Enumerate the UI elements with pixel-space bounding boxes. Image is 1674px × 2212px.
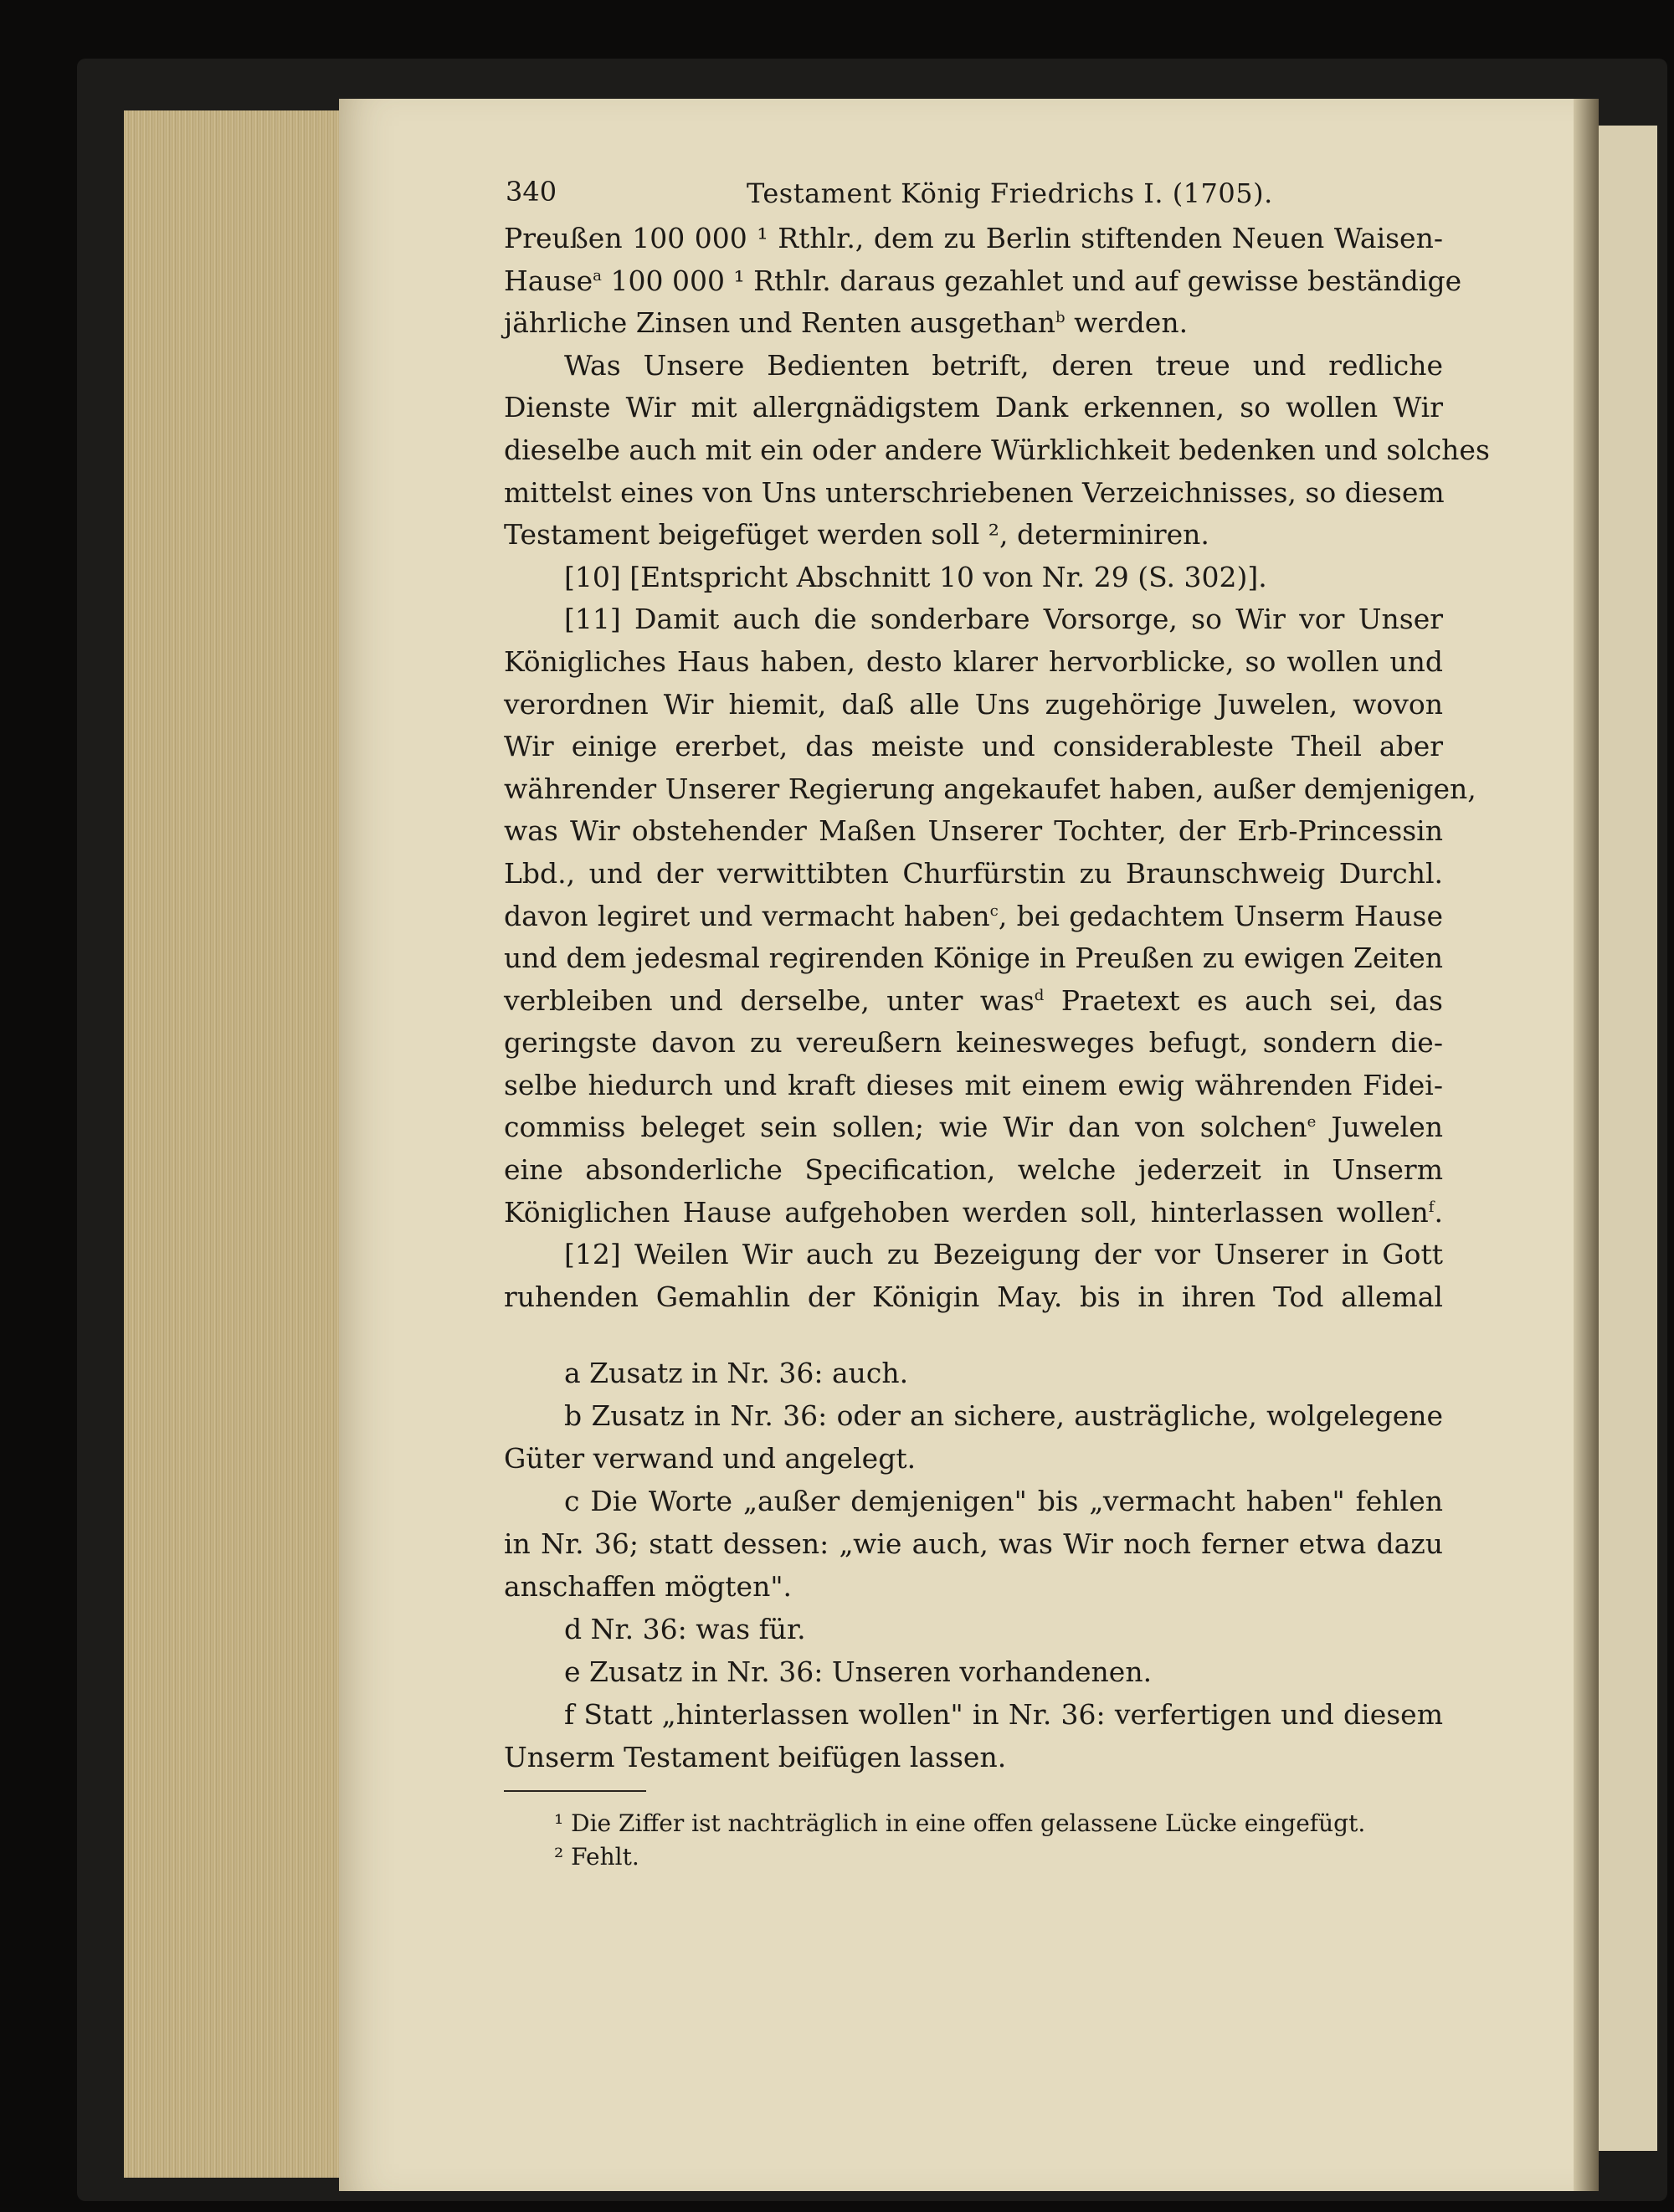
text-line: Königlichen Hause aufgehoben werden soll, hinterlassen wollen$^f$. <box>504 1195 1443 1229</box>
text-line: was Wir obstehender Maßen Unserer Tochter, der Erb-Princessin <box>504 814 1443 848</box>
text-line: und dem jedesmal regirenden Könige in Preußen zu ewigen Zeiten <box>504 942 1443 975</box>
text-line: währender Unserer Regierung angekaufet haben, außer demjenigen, <box>504 772 1476 805</box>
note-line: in Nr. 36; statt dessen: „wie auch, was Wir noch ferner etwa dazu <box>504 1527 1443 1561</box>
note-line: Güter verwand und angelegt. <box>504 1442 917 1476</box>
text-line: mittelst eines von Uns unterschriebenen Verzeichnisses, so diesem <box>504 475 1445 509</box>
text-line: Preußen 100 000 ¹ Rthlr., dem zu Berlin stiftenden Neuen Waisen- <box>504 222 1443 254</box>
text-line: eine absonderliche Specification, welche jederzeit in Unserm <box>504 1153 1443 1187</box>
footnotes <box>504 1807 1443 1874</box>
footnote-rule <box>504 1790 646 1792</box>
footnote-line: ¹ Die Ziffer ist nachträglich in eine offen gelassene Lücke eingefügt. <box>554 1809 1366 1838</box>
text-line: Wir einige ererbet, das meiste und considerableste Theil aber <box>504 730 1443 763</box>
note-line: e Zusatz in Nr. 36: Unseren vorhandenen. <box>564 1655 1153 1689</box>
facing-page-edge <box>1599 126 1657 2151</box>
text-line: Königliches Haus haben, desto klarer hervorblicke, so wollen und <box>504 644 1443 678</box>
footnote-line: ² Fehlt. <box>554 1843 639 1871</box>
text-line: Dienste Wir mit allergnädigstem Dank erkennen, so wollen Wir <box>504 391 1443 424</box>
text-line: verordnen Wir hiemit, daß alle Uns zugehörige Juwelen, wovon <box>504 687 1443 721</box>
note-line: c Die Worte „außer demjenigen" bis „vermacht haben" fehlen <box>564 1485 1443 1518</box>
text-line: Hause$^a$ 100 000 ¹ Rthlr. daraus gezahlet und auf gewisse beständige <box>504 264 1462 297</box>
text-line: commiss beleget sein sollen; wie Wir dan von solchen$^e$ Juwelen <box>504 1111 1444 1144</box>
note-line: f Statt „hinterlassen wollen" in Nr. 36: verfertigen und diesem <box>564 1698 1443 1732</box>
critical-apparatus <box>504 1352 1443 1778</box>
running-head: Testament König Friedrichs I. (1705). <box>747 177 1273 209</box>
text-line: selbe hiedurch und kraft dieses mit einem ewig währenden Fidei- <box>504 1068 1443 1101</box>
text-line: [10] [Entspricht Abschnitt 10 von Nr. 29 (S. 302)]. <box>564 560 1267 593</box>
note-line: anschaffen mögten". <box>504 1570 792 1604</box>
note-line: a Zusatz in Nr. 36: auch. <box>564 1357 909 1390</box>
text-line: Testament beigefüget werden soll ², determiniren. <box>504 518 1209 552</box>
text-line: [12] Weilen Wir auch zu Bezeigung der vor Unserer in Gott <box>564 1238 1443 1271</box>
text-line: davon legiret und vermacht haben$^c$, bei gedachtem Unserm Hause <box>504 899 1443 932</box>
main-text <box>504 218 1490 1318</box>
page-edges <box>124 110 341 2178</box>
text-line: ruhenden Gemahlin der Königin May. bis in ihren Tod allemal <box>504 1280 1443 1313</box>
page-text <box>504 167 1490 1874</box>
text-line: [11] Damit auch die sonderbare Vorsorge, so Wir vor Unser <box>564 603 1443 636</box>
page-number: 340 <box>506 176 557 208</box>
text-line: geringste davon zu vereußern keinesweges befugt, sondern die- <box>504 1026 1443 1060</box>
page-gutter <box>1574 99 1599 2191</box>
page-header <box>504 167 1443 218</box>
text-line: dieselbe auch mit ein oder andere Würklichkeit bedenken und solches <box>504 433 1490 466</box>
text-line: Lbd., und der verwittibten Churfürstin zu Braunschweig Durchl. <box>504 856 1443 890</box>
note-line: b Zusatz in Nr. 36: oder an sichere, austrägliche, wolgelegene <box>564 1399 1443 1433</box>
text-line: Was Unsere Bedienten betrift, deren treue und redliche <box>564 348 1443 382</box>
text-line: jährliche Zinsen und Renten ausgethan$^b$ werden. <box>504 306 1189 340</box>
note-line: d Nr. 36: was für. <box>564 1613 806 1646</box>
text-line: verbleiben und derselbe, unter was$^d$ Praetext es auch sei, das <box>504 983 1443 1017</box>
note-line: Unserm Testament beifügen lassen. <box>504 1741 1007 1774</box>
